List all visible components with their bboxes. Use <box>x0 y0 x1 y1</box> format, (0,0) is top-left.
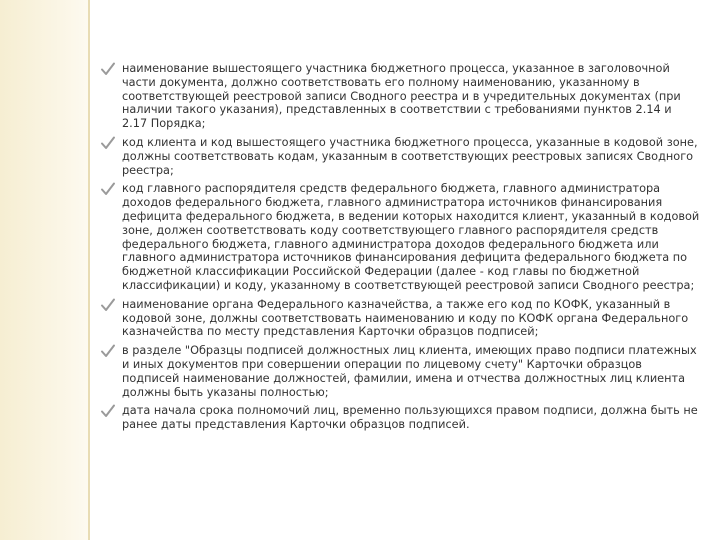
checkmark-icon <box>100 181 116 197</box>
list-item <box>100 298 700 339</box>
checkmark-icon <box>100 297 116 313</box>
list-item <box>100 404 700 432</box>
list-item-text: наименование вышестоящего участника бюджетного процесса, указанное в заголовочной части документа, должно соответствовать его полному наименованию, указанному в соответствующей реестровой записи Сводного реестра и в учредительных документах (при наличии такого указания), представленных в соответствии с требованиями пунктов 2.14 и 2.17 Порядка; <box>122 62 681 131</box>
list-item-text: код клиента и код вышестоящего участника бюджетного процесса, указанные в кодовой зоне, должны соответствовать кодам, указанным в соответствующих реестровых записях Сводного реестра; <box>122 135 698 177</box>
checkmark-icon <box>100 61 116 77</box>
slide-content <box>100 62 700 437</box>
list-item <box>100 344 700 399</box>
decorative-side-band <box>0 0 88 540</box>
list-item <box>100 62 700 131</box>
list-item-text: наименование органа Федерального казначейства, а также его код по КОФК, указанный в кодовой зоне, должны соответствовать наименованию и коду по КОФК органа Федерального казначейства по месту представления Карточки образцов подписей; <box>122 297 689 339</box>
list-item-text: дата начала срока полномочий лиц, временно пользующихся правом подписи, должна быть не ранее даты представления Карточки образцов подписей. <box>122 404 698 432</box>
checkmark-icon <box>100 135 116 151</box>
requirements-list <box>100 62 700 432</box>
list-item-text: в разделе "Образцы подписей должностных лиц клиента, имеющих право подписи платежных и иных документов при совершении операции по лицевому счету" Карточки образцов подписей наименование должностей, фамилии, имена и отчества должностных лиц клиента должны быть указаны полностью; <box>122 344 697 399</box>
checkmark-icon <box>100 403 116 419</box>
list-item-text: код главного распорядителя средств федерального бюджета, главного администратора доходов федерального бюджета, главного администратора источников финансирования дефицита федерального бюджета, в ведении которых находится клиент, указанный в кодовой зоне, должен соответствовать коду соответствующего главного распорядителя средств федерального бюджета, главного администратора доходов федерального бюджета или главного администратора источников финансирования дефицита федерального бюджета по бюджетной классификации Российской Федерации (далее - код главы по бюджетной классификации) и коду, указанному в соответствующей реестровой записи Сводного реестра; <box>122 182 700 292</box>
list-item <box>100 182 700 292</box>
list-item <box>100 136 700 177</box>
decorative-divider <box>88 0 90 540</box>
checkmark-icon <box>100 343 116 359</box>
